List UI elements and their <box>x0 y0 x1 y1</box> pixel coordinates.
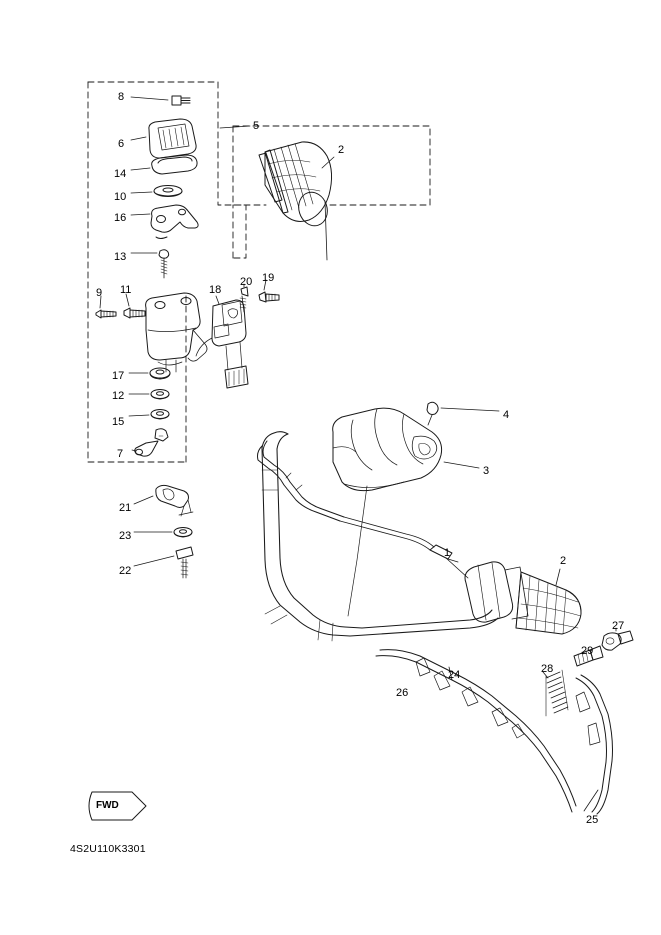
master-cylinder-body <box>146 293 207 372</box>
callout-13: 13 <box>114 251 127 263</box>
part-12-washer <box>151 390 169 400</box>
callout-24: 24 <box>448 669 461 681</box>
callout-27: 27 <box>612 620 625 632</box>
diagram-part-code: 4S2U110K3301 <box>70 843 146 855</box>
callout-18: 18 <box>209 284 222 296</box>
part-26-brake-hose <box>258 441 459 562</box>
leader-25 <box>584 790 598 811</box>
part-4-knob <box>427 402 438 425</box>
callout-2-lower: 2 <box>560 555 567 567</box>
part-22-bolt <box>176 547 193 578</box>
part-13-pivot-bolt <box>159 250 169 278</box>
callout-21: 21 <box>119 502 132 514</box>
part-21-cable-clamp <box>156 485 193 516</box>
leader-22 <box>134 556 174 566</box>
callout-3: 3 <box>483 465 490 477</box>
part-8-bolt <box>172 96 190 105</box>
part-16-lever-holder <box>151 205 198 239</box>
part-11-screw <box>124 308 145 318</box>
callout-12: 12 <box>112 390 125 402</box>
part-14-diaphragm <box>152 155 197 174</box>
callout-5: 5 <box>253 120 260 132</box>
callout-20: 20 <box>240 276 253 288</box>
part-28-spring <box>546 670 568 716</box>
callout-26: 26 <box>396 687 409 699</box>
callout-8: 8 <box>118 91 125 103</box>
part-6-reservoir-cap <box>149 119 196 158</box>
leader-3-down <box>348 486 367 616</box>
callout-4: 4 <box>503 409 510 421</box>
part-25-cable <box>576 675 613 814</box>
part-2-grip-right <box>259 142 332 230</box>
handlebar-tube <box>262 432 498 641</box>
callout-17: 17 <box>112 370 125 382</box>
callout-29: 29 <box>581 645 594 657</box>
part-1-throttle-tube <box>465 562 528 622</box>
callout-7: 7 <box>117 448 124 460</box>
leader-8 <box>131 97 168 100</box>
part-9-screw <box>96 310 116 318</box>
leader-18 <box>216 296 219 304</box>
leader-2b <box>556 569 560 585</box>
callout-28: 28 <box>541 663 554 675</box>
part-23-washer <box>174 528 192 538</box>
callout-9: 9 <box>96 287 103 299</box>
callout-11: 11 <box>120 284 132 296</box>
fwd-direction-label: FWD <box>96 800 119 811</box>
callout-1: 1 <box>444 547 451 559</box>
callout-15: 15 <box>112 416 125 428</box>
callout-19: 19 <box>262 272 275 284</box>
leader-1 <box>446 558 468 578</box>
leader-2a-lower <box>325 201 327 260</box>
part-7-lever-bolt <box>135 429 168 456</box>
callout-23: 23 <box>119 530 132 542</box>
leader-6 <box>131 137 146 140</box>
leader-4 <box>441 408 499 411</box>
group-box-master-cylinder <box>88 82 246 462</box>
leader-3 <box>444 462 479 468</box>
part-10-washer <box>154 186 182 197</box>
leader-14 <box>131 168 150 170</box>
leader-15 <box>129 415 149 416</box>
part-3-throttle-housing <box>333 408 442 490</box>
part-27-cable-end <box>602 631 633 650</box>
callout-2-top: 2 <box>338 144 345 156</box>
callout-6: 6 <box>118 138 125 150</box>
part-18-handlebar-switch <box>196 300 248 388</box>
part-15-washer <box>151 410 169 420</box>
leader-16 <box>131 214 150 215</box>
callout-16: 16 <box>114 212 127 224</box>
part-19-screw <box>259 292 279 302</box>
callout-10: 10 <box>114 191 127 203</box>
leader-7 <box>132 450 136 451</box>
leader-21 <box>134 496 153 504</box>
callout-25: 25 <box>586 814 599 826</box>
part-17-nut <box>150 368 170 379</box>
callout-22: 22 <box>119 565 132 577</box>
callout-14: 14 <box>114 168 127 180</box>
leader-10 <box>131 192 152 193</box>
